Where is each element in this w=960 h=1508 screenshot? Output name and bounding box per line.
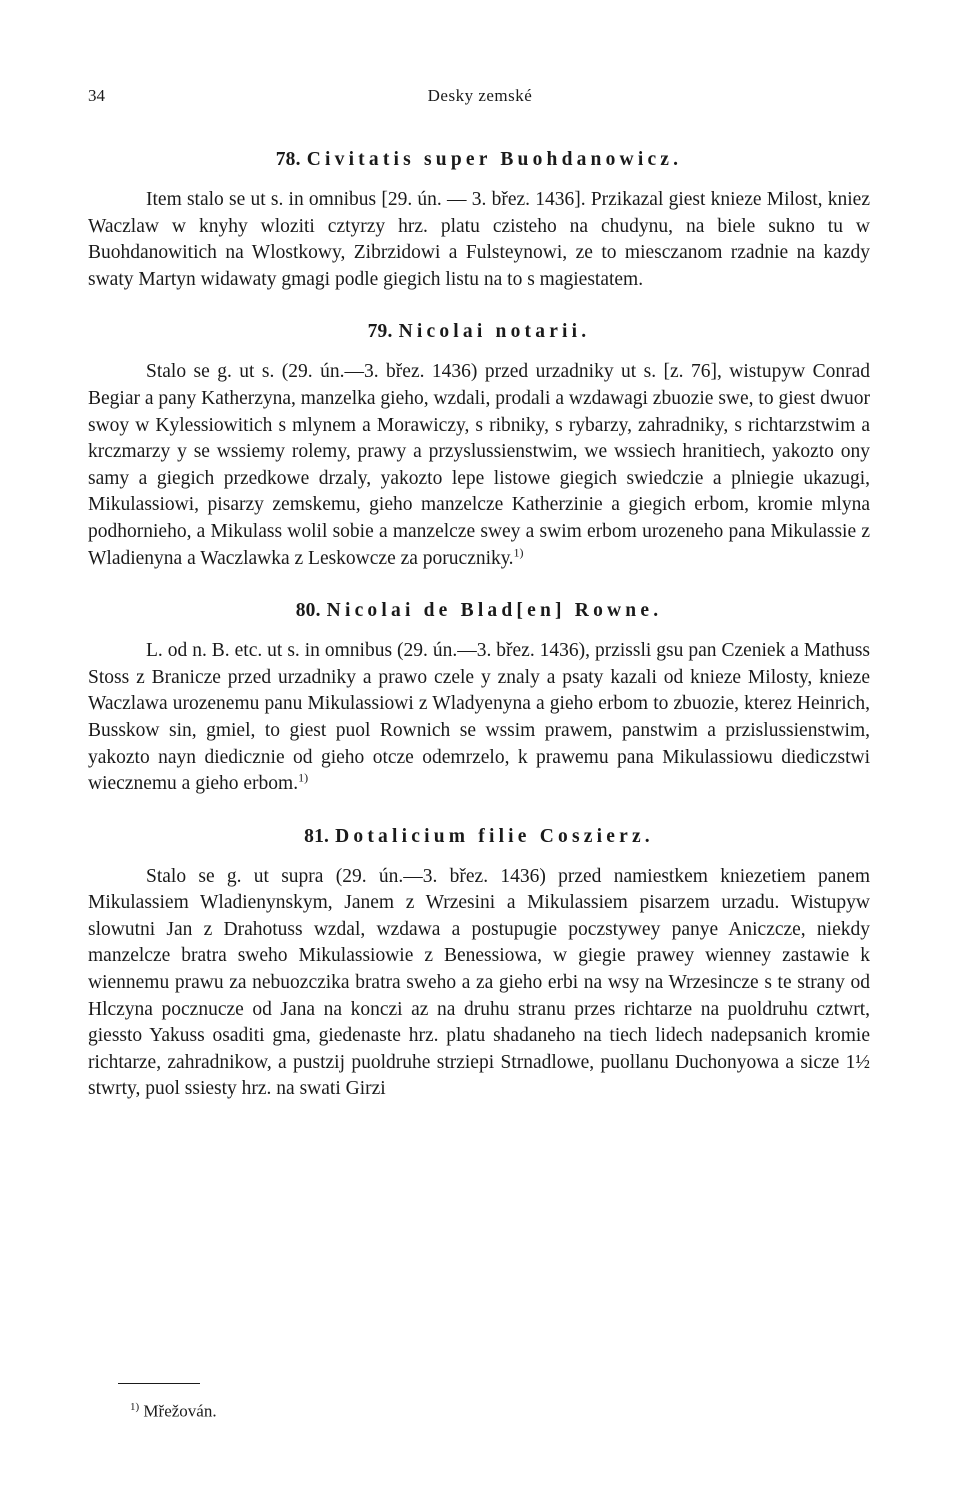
footnote-text: Mřežován.: [143, 1401, 217, 1421]
entry-body: Stalo se g. ut s. (29. ún.—3. břez. 1436) przed urzadniky ut s. [z. 76], wistupyw Conrad Begiar a pany Katherzyna, manzelka gieho, wzdali, prodali a wzdawagi zbuozie swe, to giest dwuor swoy w Kylessiowitich s mlynem a Morawiczy, s ribniky, s rybarzy, zahradniky, s richtarzstwim a krczmarzy y se wssiemy rolemy, prawy a przyslussienstwim, we wssiech hranitiech, yakozto ony samy a giegich przedkowe drzaly, yakozto lepe listowe giegich swiedczie a plniegie ukazugi, Mikulassiowi, pisarzy zemskemu, gieho manzelcze Katherzinie a giegich erbom, kromie mlyna podhornieho, a Mikulass wolil sobie a manzelcze swey a swim erbom urozeneho pana Mikulassie z Wladienyna a Waczlawka z Leskowcze za porucznikу.: [88, 361, 870, 569]
entry-title: Nicolai notarii.: [398, 321, 591, 343]
page-number: 34: [88, 86, 105, 105]
entry-number: 79.: [367, 321, 393, 343]
entry-number: 80.: [295, 600, 321, 622]
footnote-marker: 1): [130, 1401, 140, 1413]
footnote-reference: 1): [513, 545, 524, 560]
footnote: [130, 1396, 217, 1423]
entry-number: 78.: [275, 149, 301, 170]
entry-text-78: Item stalo se ut s. in omnibus [29. ún. — 3. břez. 1436]. Przikazal giest knieze Milost, kniez Waczlaw w knyhy wloziti cztyrzy hrz. platu czisteho na chudynu, na biele sukno tu w Buohdanowitich na Wlostkowy, Zibrzidowi a Fulsteynowi, ze to miesczanom rzadnie na kazdy swaty Martyn widawaty gmagi podle giegich listu na to s magiestatem.: [88, 189, 870, 290]
entry-text-80: [88, 638, 870, 798]
entry-title: Dotalicium filie Coszierz.: [335, 825, 654, 847]
entry-text-81: Stalo se g. ut supra (29. ún.—3. břez. 1436) przed namiestkem kniezetiem panem Mikulassiem Wladienynskym, Janem z Wrzesini a Mikulassiem pisarzem urzadu. Wistupyw slowutni Jan z Drahotuss wzdal, wzdawa a postupugie poczstywey panye Aniczcze, niekdy manzelcze bratra sweho Mikulassiowie z Benessiowa, w giegie prawey wienney zastawie k wiennemu prawu za nebuozczika bratra sweho a za gieho erbi na wsy na Wrzesincze s te strany od Hlczyna pocznucze od Jana na konczi az na druhu stranu przes richtarze na puoldruhu cztwrt, giessto Yakuss osaditi gma, giedenaste hrz. platu shadaneho na tiech lidech nadepsanich kromie richtarze, zahradnikow, a pustzij puoldruhe strziepi Strnadlowe, puollanu Duchonyowa a sicze 1½ stwrty, puol ssiesty hrz. na swati Girzi: [88, 865, 870, 1100]
entry-heading-81: [88, 822, 870, 852]
entry-heading-78: [88, 145, 870, 175]
running-head: [88, 86, 872, 110]
text-column: [88, 145, 870, 1103]
entry-title: Civitatis super Buohdanowicz.: [306, 149, 683, 170]
entry-heading-79: [88, 317, 870, 347]
entry-text-79: [88, 359, 870, 572]
entry-body: L. od n. B. etc. ut s. in omnibus (29. ún.—3. břez. 1436), przissli gsu pan Czeniek a Mathuss Stoss z Branicze przed urzadniky a prawo czele y znaly a psaty kazali od knieze Milosty, knieze Waczlawa urozenemu panu Mikulassiowi z Wladyenyna a gieho erbom to zbuozie, kterez Heinrich, Busskow sin, gmiel, to giest puol Rownich se wssim prawem, panstwim a przislussienstwim, yakozto nayn diedicznie od gieho otcze odemrzelo, k prawemu pana Mikulassiowu diediczstwi wiecznemu a gieho erbom.: [88, 640, 870, 795]
running-title: Desky zemské: [427, 86, 533, 105]
entry-heading-80: [88, 596, 870, 626]
entry-number: 81.: [304, 825, 330, 847]
footnote-divider: [118, 1383, 200, 1384]
footnote-reference: 1): [298, 770, 309, 785]
entry-title: Nicolai de Blad[en] Rowne.: [326, 600, 663, 622]
